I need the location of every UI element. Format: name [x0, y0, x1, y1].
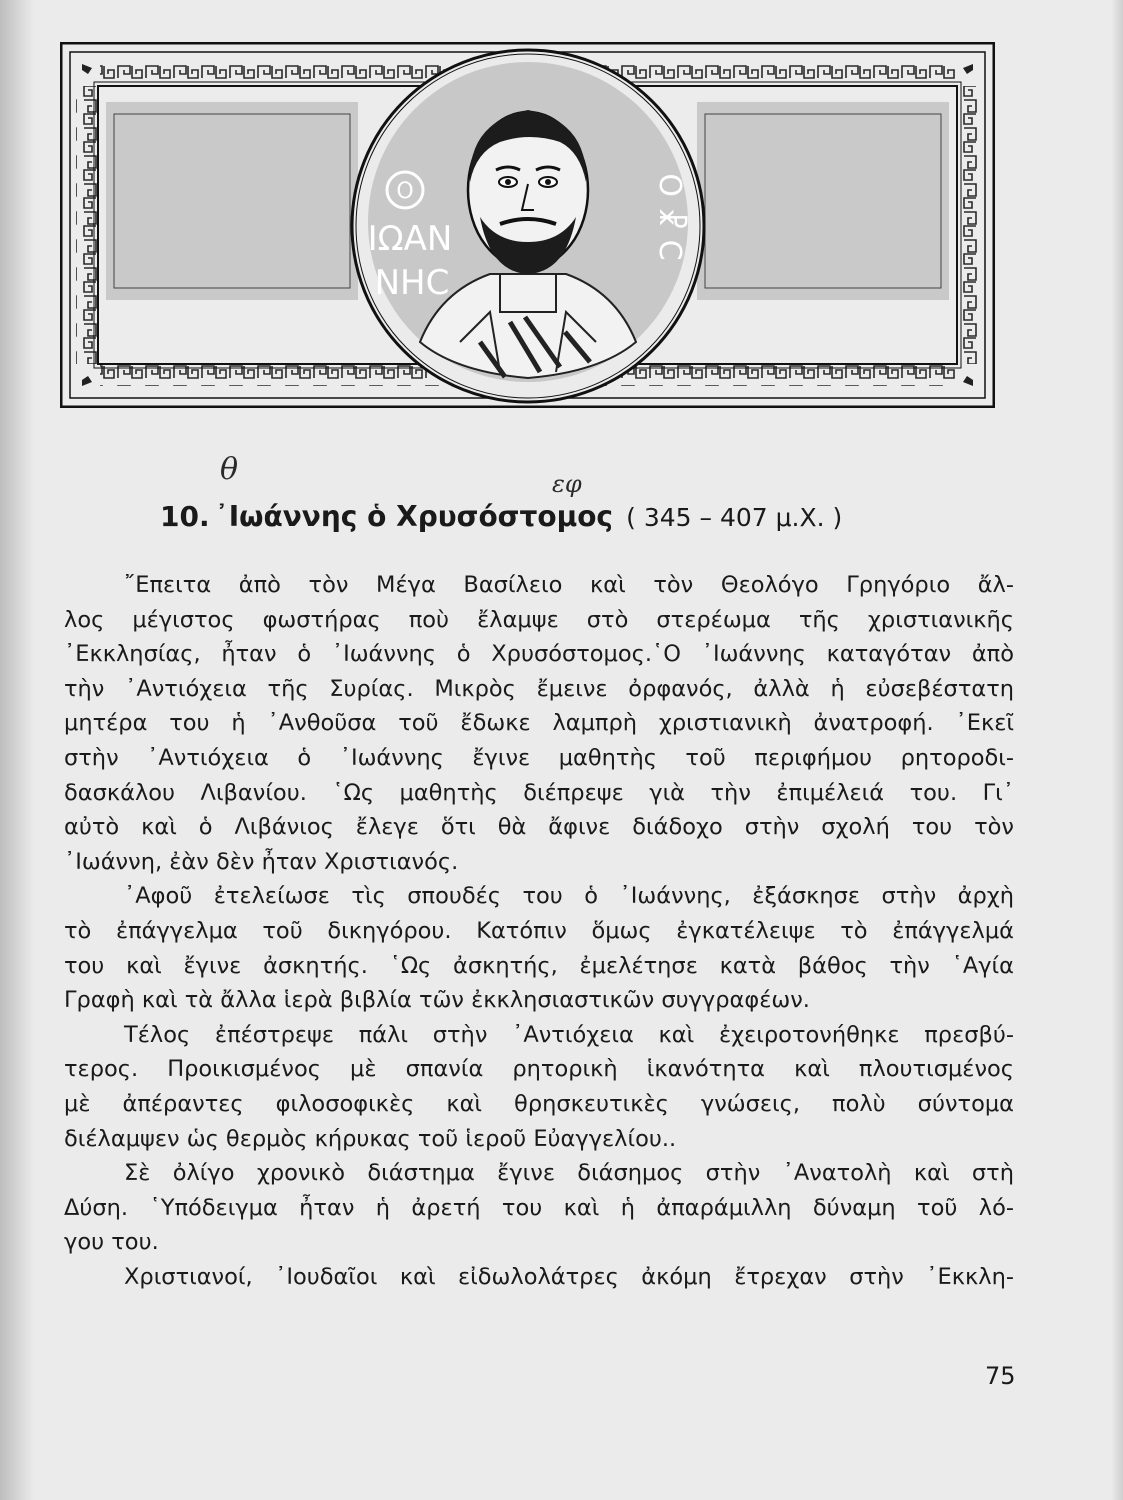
- section-heading: [160, 500, 980, 533]
- text-line: Σὲ ὀλίγο χρονικὸ διάστημα ἔγινε διάσημος στὴν ᾿Ανατολὴ καὶ στὴ: [124, 1160, 1014, 1187]
- body-text: [64, 568, 1014, 1294]
- pencil-mark-eff: εφ: [552, 470, 582, 498]
- paragraph: [64, 1260, 1014, 1295]
- inscription-left-2: ΝΗϹ: [374, 263, 450, 303]
- text-line: διέλαμψεν ὡς θερμὸς κήρυκας τοῦ ἱεροῦ Εὐαγγελίου..: [64, 1125, 677, 1152]
- text-line: ᾿Εκκλησίας, ἦταν ὁ ᾿Ιωάννης ὁ Χρυσόστομος.῾Ο ᾿Ιωάννης καταγόταν ἀπὸ: [64, 641, 1014, 668]
- section-number: 10.: [160, 500, 210, 533]
- text-line: μητέρα του ἡ ᾿Ανθοῦσα τοῦ ἔδωκε λαμπρὴ χριστιανικὴ ἀνατροφή. ᾿Εκεῖ: [64, 710, 1014, 737]
- inscription-right: Ο ☧ Ϲ: [652, 173, 687, 261]
- paragraph: [64, 1018, 1014, 1156]
- text-line: στὴν ᾿Αντιόχεια ὁ ᾿Ιωάννης ἔγινε μαθητὴς τοῦ περιφήμου ρητοροδι-: [64, 744, 1014, 771]
- text-line: αὐτὸ καὶ ὁ Λιβάνιος ἔλεγε ὅτι θὰ ἄφινε διάδοχο στὴν σχολή του τὸν: [64, 814, 1014, 841]
- text-line: τὴν ᾿Αντιόχεια τῆς Συρίας. Μικρὸς ἔμεινε ὀρφανός, ἀλλὰ ἡ εὐσεβέστατη: [64, 675, 1014, 702]
- text-line: τερος. Προικισμένος μὲ σπανία ρητορικὴ ἱκανότητα καὶ πλουτισμένος: [64, 1056, 1014, 1083]
- pencil-mark-theta: θ: [220, 452, 239, 487]
- text-line: Δύση. ῾Υπόδειγμα ἦταν ἡ ἀρετή του καὶ ἡ ἀπαράμιλλη δύναμη τοῦ λό-: [64, 1194, 1014, 1221]
- page-left-edge: [0, 0, 34, 1500]
- text-line: Χριστιανοί, ᾿Ιουδαῖοι καὶ εἰδωλολάτρες ἀκόμη ἔτρεχαν στὴν ᾿Εκκλη-: [124, 1263, 1014, 1290]
- text-line: του καὶ ἔγινε ἀσκητής. ῾Ως ἀσκητής, ἐμελέτησε κατὰ βάθος τὴν ῾Αγία: [64, 952, 1014, 979]
- inscription-left-top: Ο: [396, 179, 414, 204]
- paragraph: [64, 879, 1014, 1017]
- section-dates: ( 345 – 407 μ.Χ. ): [626, 503, 843, 532]
- text-line: Τέλος ἐπέστρεψε πάλι στὴν ᾿Αντιόχεια καὶ ἐχειροτονήθηκε πρεσβύ-: [124, 1021, 1014, 1048]
- text-line: Γραφὴ καὶ τὰ ἄλλα ἱερὰ βιβλία τῶν ἐκκλησιαστικῶν συγγραφέων.: [64, 987, 810, 1014]
- page-right-edge: [1111, 0, 1123, 1500]
- section-title: ᾿Ιωάννης ὁ Χρυσόστομος: [214, 500, 614, 533]
- text-line: γου του.: [64, 1229, 159, 1256]
- text-line: λος μέγιστος φωστήρας ποὺ ἔλαμψε στὸ στερέωμα τῆς χριστιανικῆς: [64, 606, 1014, 633]
- page-number: 75: [985, 1362, 1016, 1390]
- text-line: ᾿Ιωάννη, ἐὰν δὲν ἦταν Χριστιανός.: [64, 848, 459, 875]
- paragraph: [64, 1156, 1014, 1260]
- inscription-left-1: ΙΩΑΝ: [367, 219, 453, 259]
- paragraph: [64, 568, 1014, 879]
- text-line: ᾿Αφοῦ ἐτελείωσε τὶς σπουδές του ὁ ᾿Ιωάννης, ἐξάσκησε στὴν ἀρχὴ: [124, 883, 1014, 910]
- text-line: ῎Επειτα ἀπὸ τὸν Μέγα Βασίλειο καὶ τὸν Θεολόγο Γρηγόριο ἄλ-: [124, 572, 1014, 598]
- icon-illustration: [60, 42, 995, 408]
- text-line: δασκάλου Λιβανίου. ῾Ως μαθητὴς διέπρεψε γιὰ τὴν ἐπιμέλειά του. Γι᾿: [64, 779, 1014, 806]
- text-line: τὸ ἐπάγγελμα τοῦ δικηγόρου. Κατόπιν ὅμως ἐγκατέλειψε τὸ ἐπάγγελμά: [64, 917, 1014, 944]
- text-line: μὲ ἀπέραντες φιλοσοφικὲς καὶ θρησκευτικὲς γνώσεις, πολὺ σύντομα: [64, 1090, 1014, 1117]
